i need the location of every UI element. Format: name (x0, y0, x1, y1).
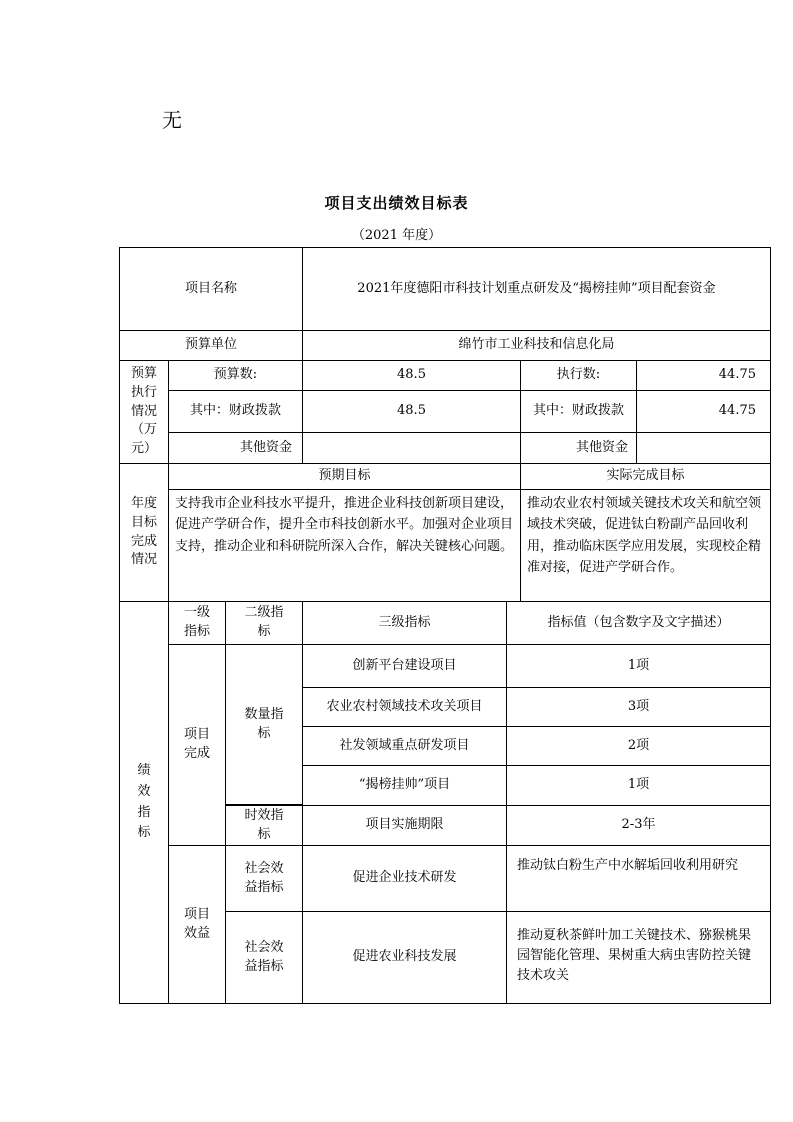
benefit-row-value: 推动夏秋茶鲜叶加工关键技术、猕猴桃果园智能化管理、果树重大病虫害防控关键技术攻关 (506, 911, 771, 1004)
other-funds-label: 其他资金 (168, 432, 303, 464)
benefit-row-value: 推动钛白粉生产中水解垢回收利用研究 (506, 845, 771, 912)
quantity-row-value: 2项 (506, 726, 771, 766)
quantity-row-name: “揭榜挂帅”项目 (302, 765, 507, 806)
perf-label: 绩效指标 (119, 601, 169, 1004)
budget-unit-value: 绵竹市工业科技和信息化局 (302, 330, 771, 361)
budget-amount-value: 48.5 (302, 360, 521, 391)
benefit-sub: 社会效益指标 (225, 845, 303, 912)
project-name-value: 2021年度德阳市科技计划重点研发及“揭榜挂帅”项目配套资金 (302, 247, 771, 331)
fiscal-exec-label: 其中：财政拨款 (520, 390, 637, 433)
prior-text: 无 (162, 108, 182, 132)
budget-amount-label: 预算数: (168, 360, 303, 391)
header-level1: 一级指标 (168, 601, 226, 645)
benefit-row-name: 促进农业科技发展 (302, 911, 507, 1004)
project-name-label: 项目名称 (119, 247, 303, 331)
group-project-benefit: 项目效益 (168, 845, 226, 1004)
budget-unit-label: 预算单位 (119, 330, 303, 361)
executed-amount-label: 执行数: (520, 360, 637, 391)
actual-goal-header: 实际完成目标 (520, 463, 771, 490)
other-funds-exec-value (636, 432, 771, 464)
header-level3: 三级指标 (302, 601, 507, 645)
sub-timeliness: 时效指标 (225, 805, 303, 846)
actual-goal-text: 推动农业农村领域关键技术攻关和航空领域技术突破，促进钛白粉副产品回收利用，推动临床医学应用发展，实现校企精准对接，促进产学研合作。 (520, 489, 771, 602)
sub-quantity: 数量指标 (225, 644, 303, 805)
year-subtitle: （2021 年度） (351, 228, 442, 243)
timeliness-row-value: 2-3年 (506, 805, 771, 846)
page-title: 项目支出绩效目标表 (324, 194, 469, 212)
fiscal-label: 其中：财政拨款 (168, 390, 303, 433)
expected-goal-text: 支持我市企业科技水平提升，推进企业科技创新项目建设，促进产学研合作，提升全市科技创新水平。加强对企业项目支持，推动企业和科研院所深入合作，解决关键核心问题。 (168, 489, 521, 602)
annual-goal-label: 年度目标完成情况 (119, 463, 169, 602)
exec-group-label: 预算执行情况（万元） (119, 360, 169, 464)
fiscal-exec-value: 44.75 (636, 390, 771, 433)
group-project-completion: 项目完成 (168, 644, 226, 846)
quantity-row-value: 3项 (506, 687, 771, 727)
expected-goal-header: 预期目标 (168, 463, 521, 490)
timeliness-row-name: 项目实施期限 (302, 805, 507, 846)
quantity-row-name: 农业农村领域技术攻关项目 (302, 687, 507, 727)
executed-amount-value: 44.75 (636, 360, 771, 391)
quantity-row-name: 社发领域重点研发项目 (302, 726, 507, 766)
benefit-sub: 社会效益指标 (225, 911, 303, 1004)
other-funds-exec-label: 其他资金 (520, 432, 637, 464)
other-funds-budget-value (302, 432, 521, 464)
quantity-row-value: 1项 (506, 644, 771, 688)
header-value: 指标值（包含数字及文字描述） (506, 601, 771, 645)
fiscal-budget-value: 48.5 (302, 390, 521, 433)
benefit-row-name: 促进企业技术研发 (302, 845, 507, 912)
header-level2: 二级指标 (225, 601, 303, 645)
quantity-row-name: 创新平台建设项目 (302, 644, 507, 688)
quantity-row-value: 1项 (506, 765, 771, 806)
